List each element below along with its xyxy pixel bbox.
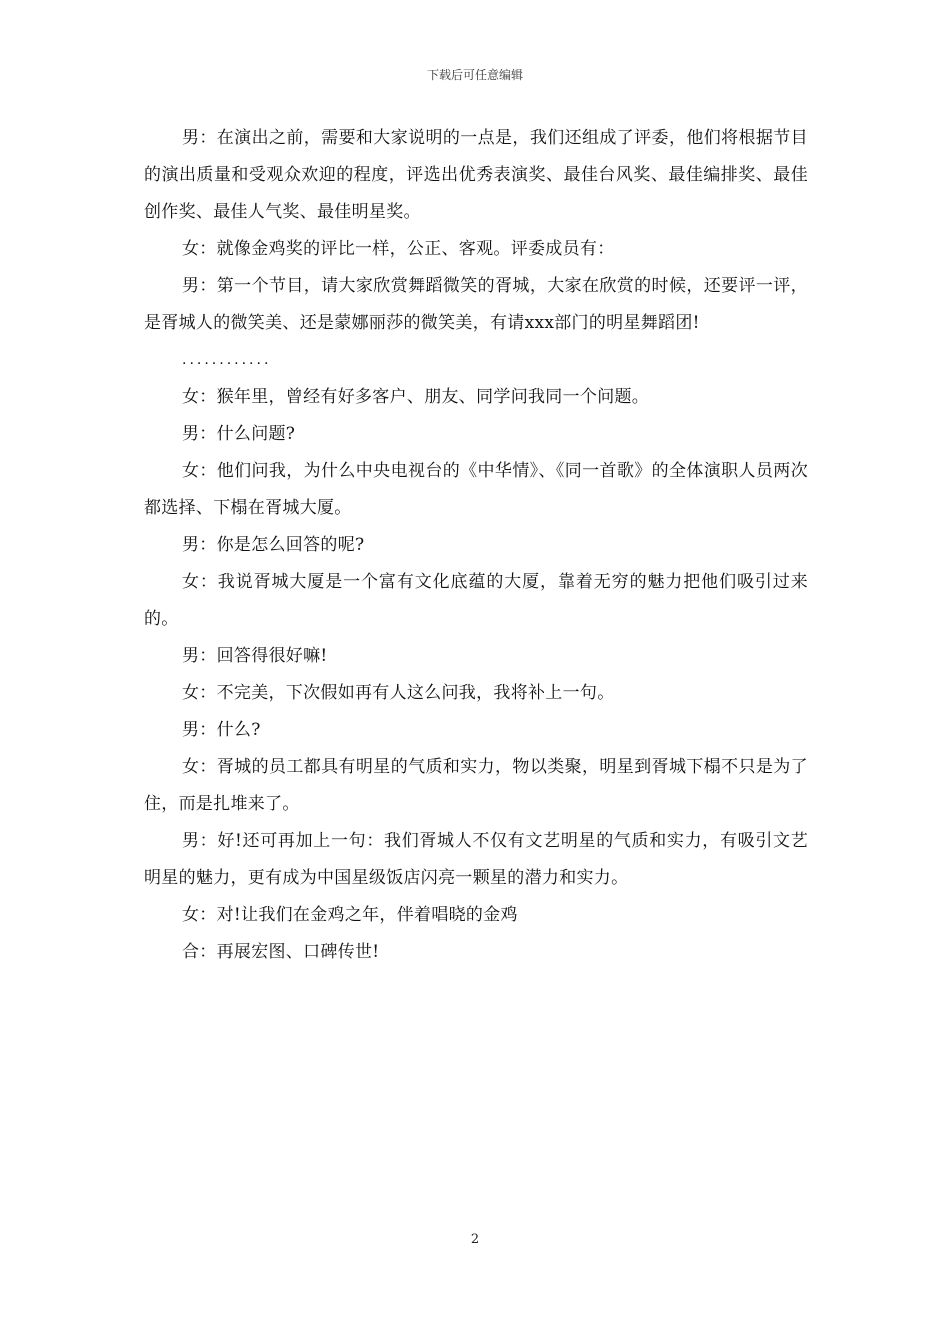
paragraph: 男：第一个节目，请大家欣赏舞蹈微笑的胥城，大家在欣赏的时候，还要评一评，是胥城人的微笑美、还是蒙娜丽莎的微笑美，有请xxx部门的明星舞蹈团! — [144, 276, 808, 333]
paragraph: 男：你是怎么回答的呢? — [182, 535, 365, 555]
page-number: 2 — [470, 1232, 480, 1247]
paragraph: 女：就像金鸡奖的评比一样，公正、客观。评委成员有： — [182, 239, 615, 259]
paragraph: 男：什么问题? — [182, 424, 296, 444]
ellipsis-separator: ............ — [182, 352, 272, 368]
paragraph: 合：再展宏图、口碑传世! — [182, 942, 380, 962]
paragraph: 女：对!让我们在金鸡之年，伴着唱晓的金鸡 — [182, 905, 518, 925]
document-body — [144, 120, 808, 971]
paragraph: 男：回答得很好嘛! — [182, 646, 328, 666]
paragraph: 女：不完美，下次假如再有人这么问我，我将补上一句。 — [182, 683, 615, 703]
paragraph: 女：他们问我，为什么中央电视台的《中华情》、《同一首歌》的全体演职人员两次都选择、下榻在胥城大厦。 — [144, 461, 808, 518]
paragraph: 女：我说胥城大厦是一个富有文化底蕴的大厦，靠着无穷的魅力把他们吸引过来的。 — [144, 572, 808, 629]
paragraph: 女：猴年里，曾经有好多客户、朋友、同学问我同一个问题。 — [182, 387, 650, 407]
page-header: 下载后可任意编辑 — [426, 68, 523, 82]
paragraph: 男：什么? — [182, 720, 261, 740]
paragraph: 男：好!还可再加上一句：我们胥城人不仅有文艺明星的气质和实力，有吸引文艺明星的魅力，更有成为中国星级饭店闪亮一颗星的潜力和实力。 — [144, 831, 808, 888]
paragraph: 男：在演出之前，需要和大家说明的一点是，我们还组成了评委，他们将根据节目的演出质量和受观众欢迎的程度，评选出优秀表演奖、最佳台风奖、最佳编排奖、最佳创作奖、最佳人气奖、最佳明星奖。 — [144, 128, 808, 222]
paragraph: 女：胥城的员工都具有明星的气质和实力，物以类聚，明星到胥城下榻不只是为了住，而是扎堆来了。 — [144, 757, 808, 814]
